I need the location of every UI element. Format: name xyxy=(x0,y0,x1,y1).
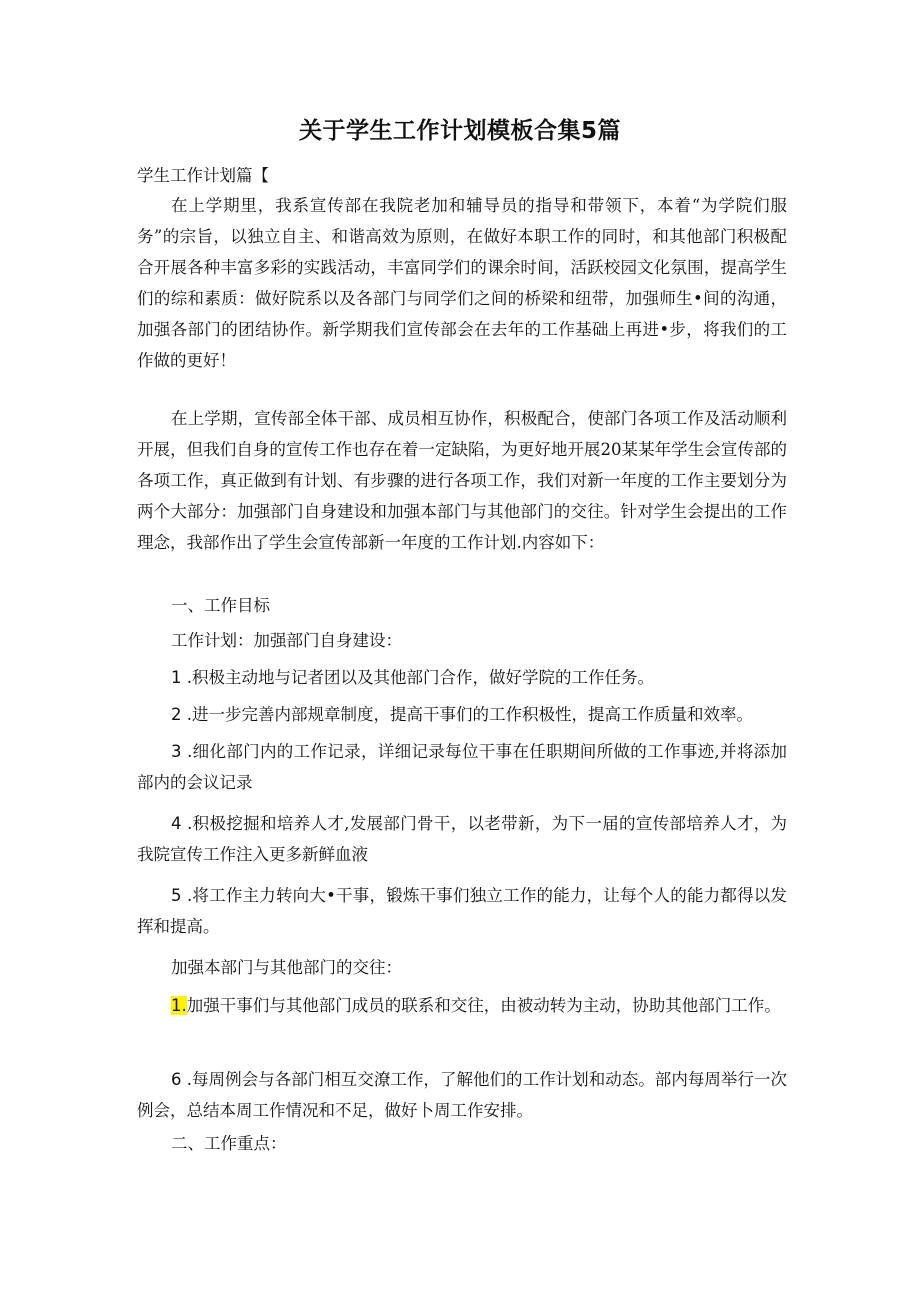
paragraph-plan: 在上学期，宣传部全体干部、成员相互协作，积极配合，使部门各项工作及活动顺利开展，但我们自身的宣传工作也存在着一定缺陷，为更好地开展20某某年学生会宣传部的各项工作，真正做到有计划、有步骤的进行各项工作，我们对新一年度的工作主要划分为两个大部分：加强部门自身建设和加强本部门与其他部门的交往。针对学生会提出的工作理念，我部作出了学生会宣传部新一年度的工作计划.内容如下： xyxy=(137,409,787,552)
list-item-text: .积极挖掘和培养人才,发展部门骨干，以老带新，为下一届的宣传部培养人才，为我院宣传工作注入更多新鲜血液 xyxy=(137,814,787,864)
paragraph-intro: 在上学期里，我系宣传部在我院老加和辅导员的指导和带领下，本着“为学院们服务”的宗旨，以独立自主、和谐高效为原则，在做好本职工作的同时，和其他部门积极配合开展各种丰富多彩的实践活动，丰富同学们的课余时间，活跃校园文化氛围，提高学生们的综和素质：做好院系以及各部门与同学们之间的桥梁和纽带，加强师生•间的沟通，加强各部门的团结协作。新学期我们宣传部会在去年的工作基础上再进•步，将我们的工作做的更好！ xyxy=(137,196,787,370)
subheading-interdepartment: 加强本部门与其他部门的交往： xyxy=(171,958,402,977)
list-item xyxy=(137,1064,787,1126)
list-item xyxy=(137,699,787,730)
list-item xyxy=(137,990,787,1021)
document-title: 关于学生工作计划模板合集5篇 xyxy=(298,118,621,144)
highlighted-list-number: 1. xyxy=(171,996,187,1015)
list-item-number: 2 xyxy=(171,705,182,724)
list-item-text: .进一步完善内部规章制度，提高干事们的工作积极性，提高工作质量和效率。 xyxy=(181,705,753,724)
list-item xyxy=(137,736,787,798)
subheading-self-building: 工作计划：加强部门自身建设： xyxy=(171,631,402,650)
list-item xyxy=(137,662,787,693)
list-item-text: .每周例会与各部门相互交潦工作，了解他们的工作计划和动态。部内每周举行一次例会，总结本周工作情况和不足，做好卜周工作安排。 xyxy=(137,1070,787,1120)
list-item-number: 4 xyxy=(171,814,182,833)
list-item-number: 5 xyxy=(171,886,182,905)
list-item xyxy=(137,880,787,942)
list-item-text: .积极主动地与记者团以及其他部门合作，做好学院的工作任务。 xyxy=(181,668,654,687)
list-item-number: 6 xyxy=(171,1070,182,1089)
list-item-text: .将工作主力转向大•干事，锻炼干事们独立工作的能力，让每个人的能力都得以发挥和提高。 xyxy=(137,886,787,936)
list-item-number: 1 xyxy=(171,668,182,687)
list-item xyxy=(137,808,787,870)
section2-heading: 二、工作重点： xyxy=(171,1134,287,1153)
list-item-text: 加强干事们与其他部门成员的联系和交往，由被动转为主动，协助其他部门工作。 xyxy=(186,996,781,1015)
section-heading: 学生工作计划篇【 xyxy=(137,166,269,185)
section1-heading: 一、工作目标 xyxy=(171,596,270,615)
list-item-number: 3 xyxy=(171,742,182,761)
list-item-text: .细化部门内的工作记录，详细记录每位干事在任职期间所做的工作事迹,并将添加部内的会议记录 xyxy=(137,742,787,792)
